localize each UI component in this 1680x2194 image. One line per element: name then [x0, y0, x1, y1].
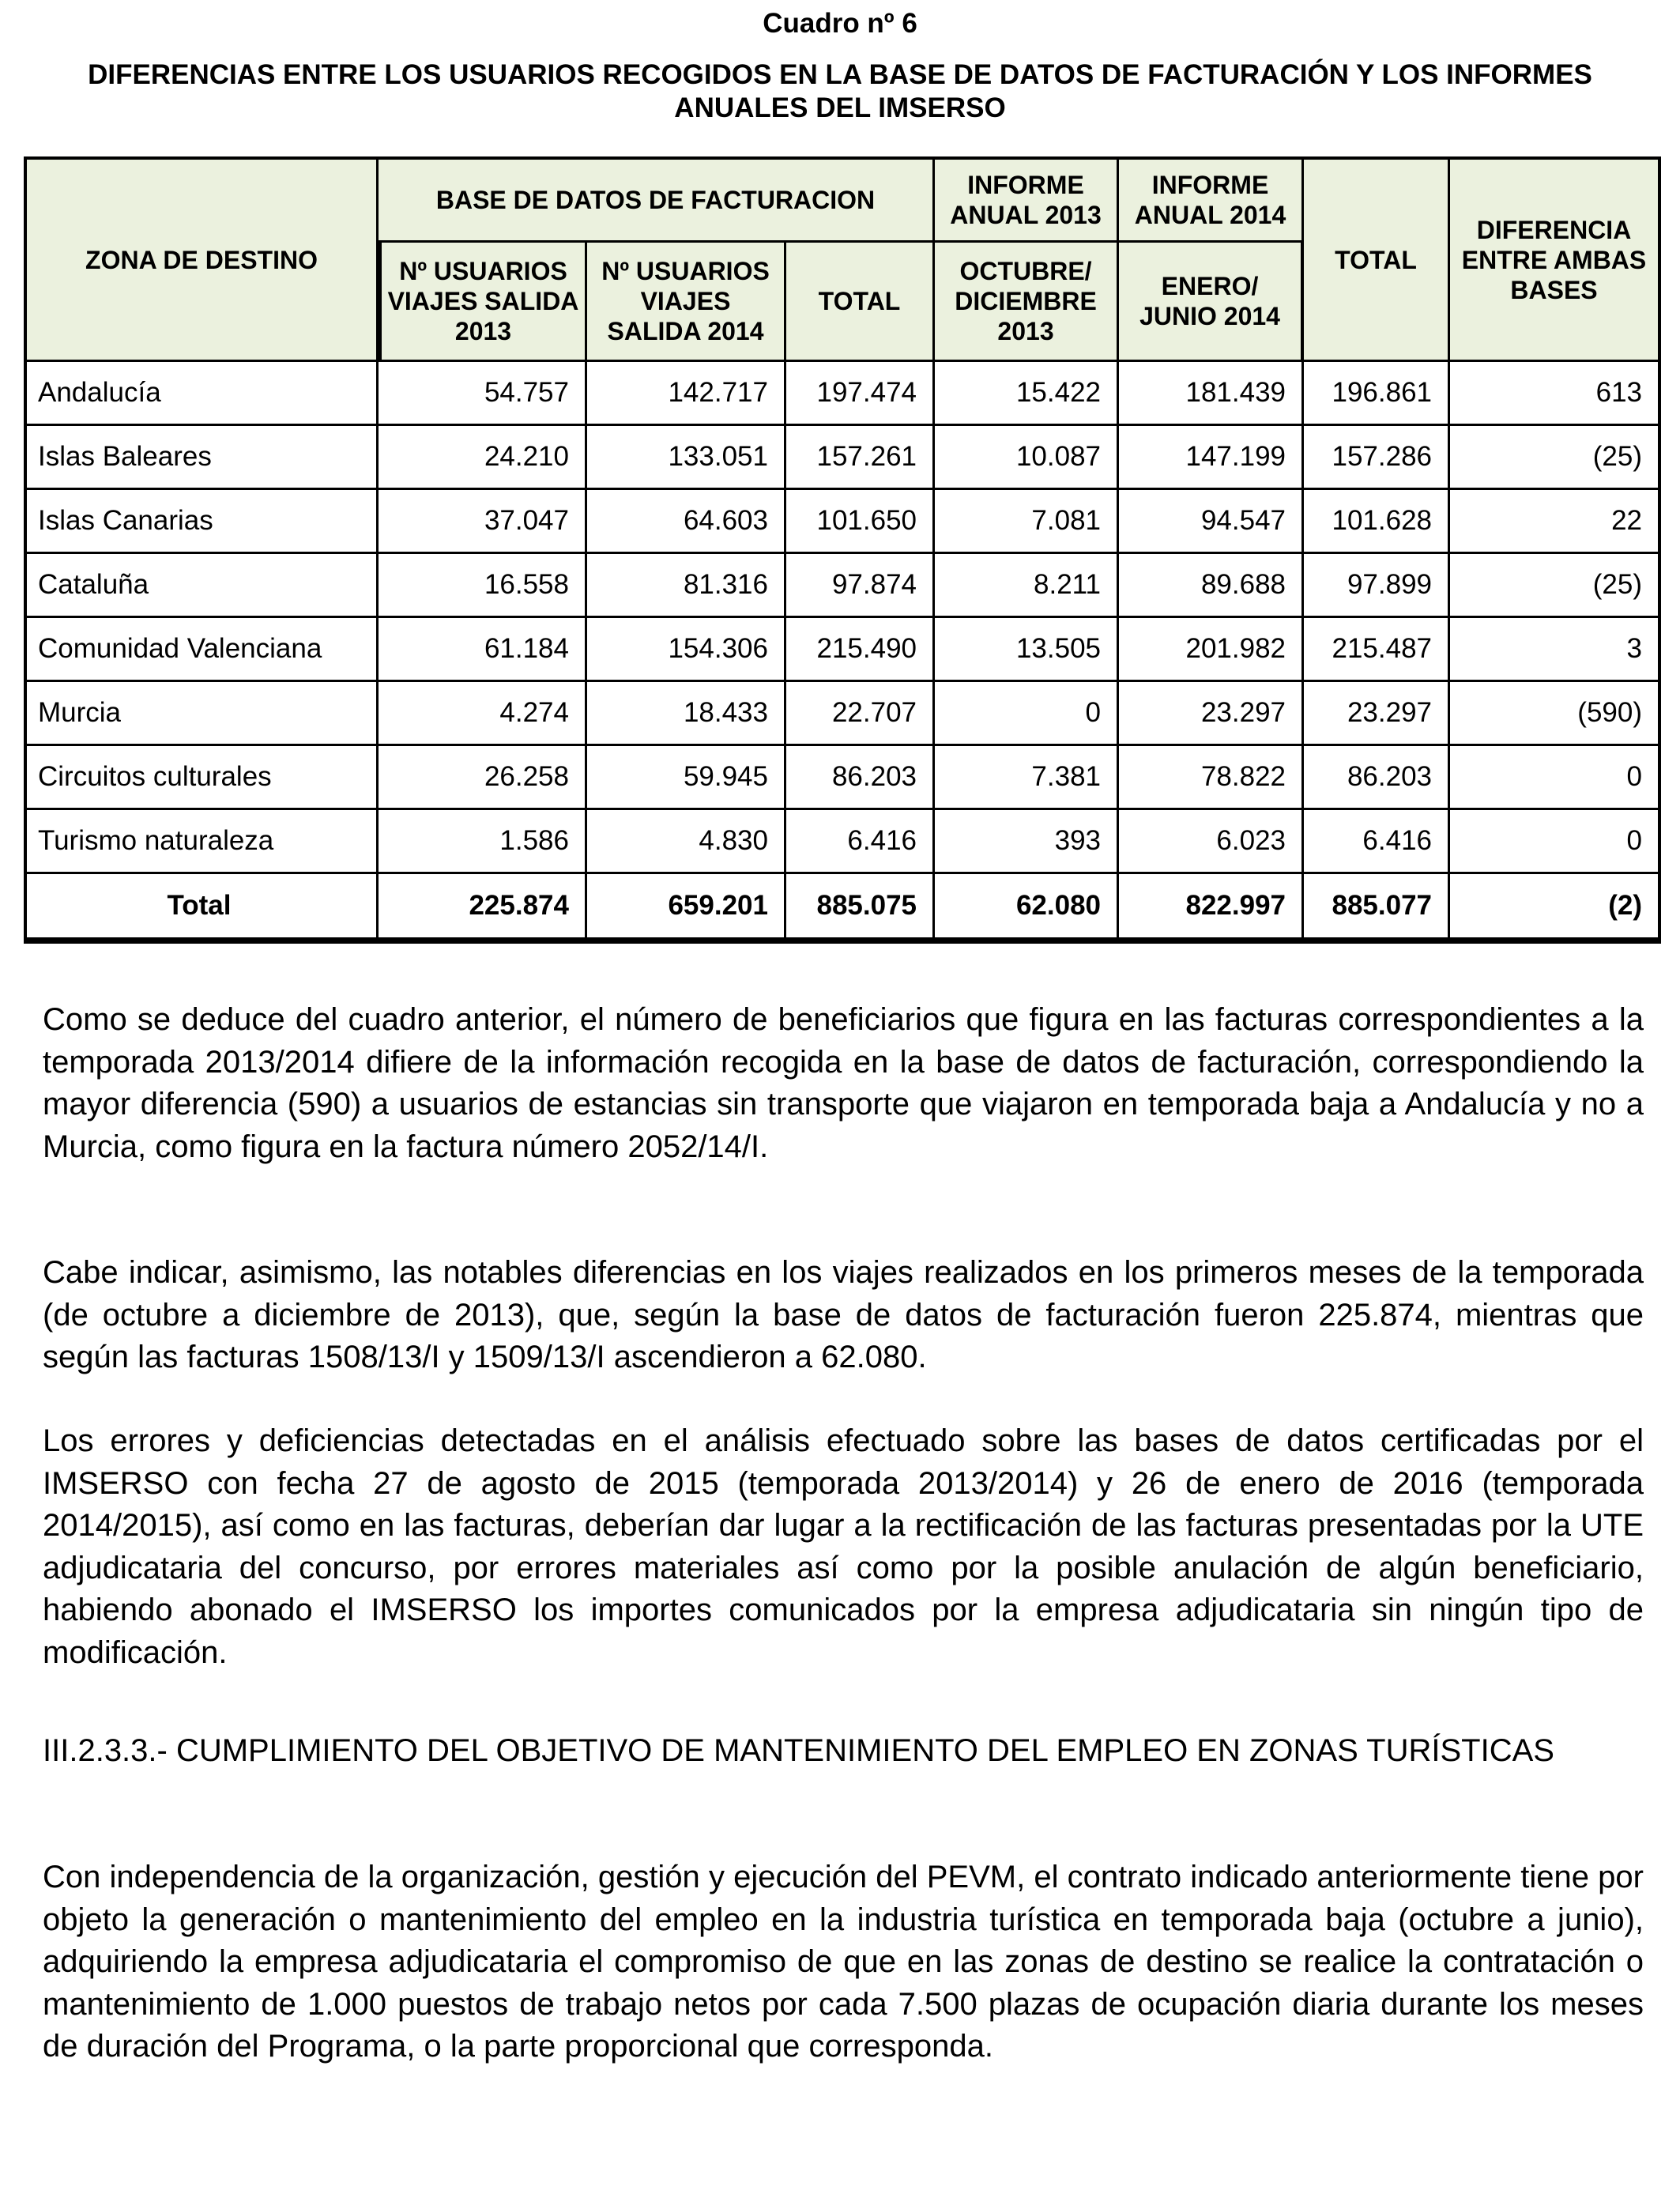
- cell-total-informes: 101.628: [1304, 490, 1450, 554]
- cell-informe-2013: 10.087: [935, 426, 1119, 490]
- cell-diferencia: 613: [1450, 362, 1661, 426]
- cell-zona: Comunidad Valenciana: [24, 618, 379, 682]
- header-informe-2013: INFORME ANUAL 2013: [935, 156, 1119, 243]
- cell-total-base: 97.874: [786, 554, 935, 618]
- cell-total-base: 86.203: [786, 746, 935, 810]
- cell-usuarios-2013: 16.558: [379, 554, 587, 618]
- header-informe-2014: INFORME ANUAL 2014: [1119, 156, 1304, 243]
- cell-usuarios-2014: 81.316: [587, 554, 786, 618]
- cell-informe-2014: 89.688: [1119, 554, 1304, 618]
- cell-diferencia: 3: [1450, 618, 1661, 682]
- table-row: [24, 362, 1661, 426]
- cell-total-base: 157.261: [786, 426, 935, 490]
- cell-informe-2014: 181.439: [1119, 362, 1304, 426]
- table-row: [24, 618, 1661, 682]
- cell-informe-2013: 8.211: [935, 554, 1119, 618]
- cell-usuarios-2014: 154.306: [587, 618, 786, 682]
- cell-zona: Turismo naturaleza: [24, 810, 379, 874]
- cell-total-usuarios-2014: 659.201: [587, 874, 786, 940]
- header-total-informes: TOTAL: [1304, 156, 1450, 362]
- cell-usuarios-2013: 54.757: [379, 362, 587, 426]
- cell-diferencia: (25): [1450, 426, 1661, 490]
- table-row: [24, 554, 1661, 618]
- cell-usuarios-2014: 4.830: [587, 810, 786, 874]
- cell-informe-2013: 7.381: [935, 746, 1119, 810]
- cell-total-informes: 885.077: [1304, 874, 1450, 940]
- cell-informe-2013: 0: [935, 682, 1119, 746]
- cell-informe-2013: 393: [935, 810, 1119, 874]
- cell-total-usuarios-2013: 225.874: [379, 874, 587, 940]
- cell-diferencia: 22: [1450, 490, 1661, 554]
- cell-total-base: 22.707: [786, 682, 935, 746]
- cell-total-informes: 215.487: [1304, 618, 1450, 682]
- cell-usuarios-2014: 18.433: [587, 682, 786, 746]
- table-row: [24, 490, 1661, 554]
- cell-diferencia: 0: [1450, 810, 1661, 874]
- cell-diferencia: (25): [1450, 554, 1661, 618]
- section-heading: III.2.3.3.- CUMPLIMIENTO DEL OBJETIVO DE MANTENIMIENTO DEL EMPLEO EN ZONAS TURÍSTICAS: [43, 1733, 1554, 1768]
- cell-informe-2014: 6.023: [1119, 810, 1304, 874]
- table-row: [24, 426, 1661, 490]
- cell-usuarios-2013: 24.210: [379, 426, 587, 490]
- cell-total-informes: 157.286: [1304, 426, 1450, 490]
- cell-informe-2014: 23.297: [1119, 682, 1304, 746]
- cell-usuarios-2013: 26.258: [379, 746, 587, 810]
- cell-usuarios-2013: 4.274: [379, 682, 587, 746]
- paragraph-3: Los errores y deficiencias detectadas en el análisis efectuado sobre las bases de datos certificadas por el IMSERSO con fecha 27 de agosto de 2015 (temporada 2013/2014) y 26 de enero de 2016 (temporada 2014/2015), así como en las facturas, deberían dar lugar a la rectificación de las facturas presentadas por la UTE adjudicataria del concurso, por errores materiales así como por la posible anulación de algún beneficiario, habiendo abonado el IMSERSO los importes comunicados por la empresa adjudicataria sin ningún tipo de modificación.: [43, 1423, 1644, 1670]
- cell-usuarios-2013: 61.184: [379, 618, 587, 682]
- cell-usuarios-2013: 1.586: [379, 810, 587, 874]
- cell-usuarios-2014: 59.945: [587, 746, 786, 810]
- cell-zona: Cataluña: [24, 554, 379, 618]
- table-title: DIFERENCIAS ENTRE LOS USUARIOS RECOGIDOS EN LA BASE DE DATOS DE FACTURACIÓN Y LOS INFORMES ANUALES DEL IMSERSO: [88, 59, 1592, 123]
- cell-total-informe-2013: 62.080: [935, 874, 1119, 940]
- header-zona: ZONA DE DESTINO: [24, 156, 379, 362]
- cell-total-informes: 86.203: [1304, 746, 1450, 810]
- cell-zona: Circuitos culturales: [24, 746, 379, 810]
- cell-diferencia: (590): [1450, 682, 1661, 746]
- header-usuarios-2014: Nº USUARIOS VIAJES SALIDA 2014: [587, 243, 786, 362]
- table-row: [24, 746, 1661, 810]
- cell-total-informes: 196.861: [1304, 362, 1450, 426]
- cell-informe-2013: 7.081: [935, 490, 1119, 554]
- cell-usuarios-2014: 64.603: [587, 490, 786, 554]
- header-informe-2014-periodo: ENERO/ JUNIO 2014: [1119, 243, 1304, 362]
- cell-zona: Andalucía: [24, 362, 379, 426]
- cell-total-base: 885.075: [786, 874, 935, 940]
- cell-total-diferencia: (2): [1450, 874, 1661, 940]
- cell-diferencia: 0: [1450, 746, 1661, 810]
- header-usuarios-2013: Nº USUARIOS VIAJES SALIDA 2013: [379, 243, 587, 362]
- paragraph-2: Cabe indicar, asimismo, las notables diferencias en los viajes realizados en los primeros meses de la temporada (de octubre a diciembre de 2013), que, según la base de datos de facturación fueron 225.874, mientras que según las facturas 1508/13/I y 1509/13/I ascendieron a 62.080.: [43, 1255, 1644, 1374]
- cell-total-base: 101.650: [786, 490, 935, 554]
- cell-zona: Islas Canarias: [24, 490, 379, 554]
- paragraph-4: Con independencia de la organización, gestión y ejecución del PEVM, el contrato indicado anteriormente tiene por objeto la generación o mantenimiento del empleo en la industria turística en temporada baja (octubre a junio), adquiriendo la empresa adjudicataria el compromiso de que en las zonas de destino se realice la contratación o mantenimiento de 1.000 puestos de trabajo netos por cada 7.500 plazas de ocupación diaria durante los meses de duración del Programa, o la parte proporcional que corresponda.: [43, 1860, 1644, 2064]
- cell-zona: Islas Baleares: [24, 426, 379, 490]
- cell-total-informes: 6.416: [1304, 810, 1450, 874]
- cell-informe-2013: 15.422: [935, 362, 1119, 426]
- cell-informe-2014: 147.199: [1119, 426, 1304, 490]
- cell-total-base: 197.474: [786, 362, 935, 426]
- cell-informe-2014: 201.982: [1119, 618, 1304, 682]
- cell-informe-2013: 13.505: [935, 618, 1119, 682]
- header-total-base: TOTAL: [786, 243, 935, 362]
- table-row: [24, 810, 1661, 874]
- cell-total-informes: 23.297: [1304, 682, 1450, 746]
- cell-usuarios-2014: 142.717: [587, 362, 786, 426]
- cell-total-informes: 97.899: [1304, 554, 1450, 618]
- cell-informe-2014: 94.547: [1119, 490, 1304, 554]
- cell-zona: Murcia: [24, 682, 379, 746]
- header-informe-2013-periodo: OCTUBRE/ DICIEMBRE 2013: [935, 243, 1119, 362]
- cell-total-base: 215.490: [786, 618, 935, 682]
- users-differences-table: [24, 156, 1661, 944]
- header-base-datos: BASE DE DATOS DE FACTURACION: [379, 156, 935, 243]
- cell-total-base: 6.416: [786, 810, 935, 874]
- cell-total-label: Total: [24, 874, 379, 940]
- cell-informe-2014: 78.822: [1119, 746, 1304, 810]
- cell-usuarios-2014: 133.051: [587, 426, 786, 490]
- cell-total-informe-2014: 822.997: [1119, 874, 1304, 940]
- table-caption: Cuadro nº 6: [763, 8, 917, 39]
- table-row: [24, 682, 1661, 746]
- header-diferencia: DIFERENCIA ENTRE AMBAS BASES: [1450, 156, 1661, 362]
- cell-usuarios-2013: 37.047: [379, 490, 587, 554]
- table-total-row: [24, 874, 1661, 940]
- paragraph-1: Como se deduce del cuadro anterior, el número de beneficiarios que figura en las facturas correspondientes a la temporada 2013/2014 difiere de la información recogida en la base de datos de facturación, correspondiendo la mayor diferencia (590) a usuarios de estancias sin transporte que viajaron en temporada baja a Andalucía y no a Murcia, como figura en la factura número 2052/14/I.: [43, 1002, 1644, 1164]
